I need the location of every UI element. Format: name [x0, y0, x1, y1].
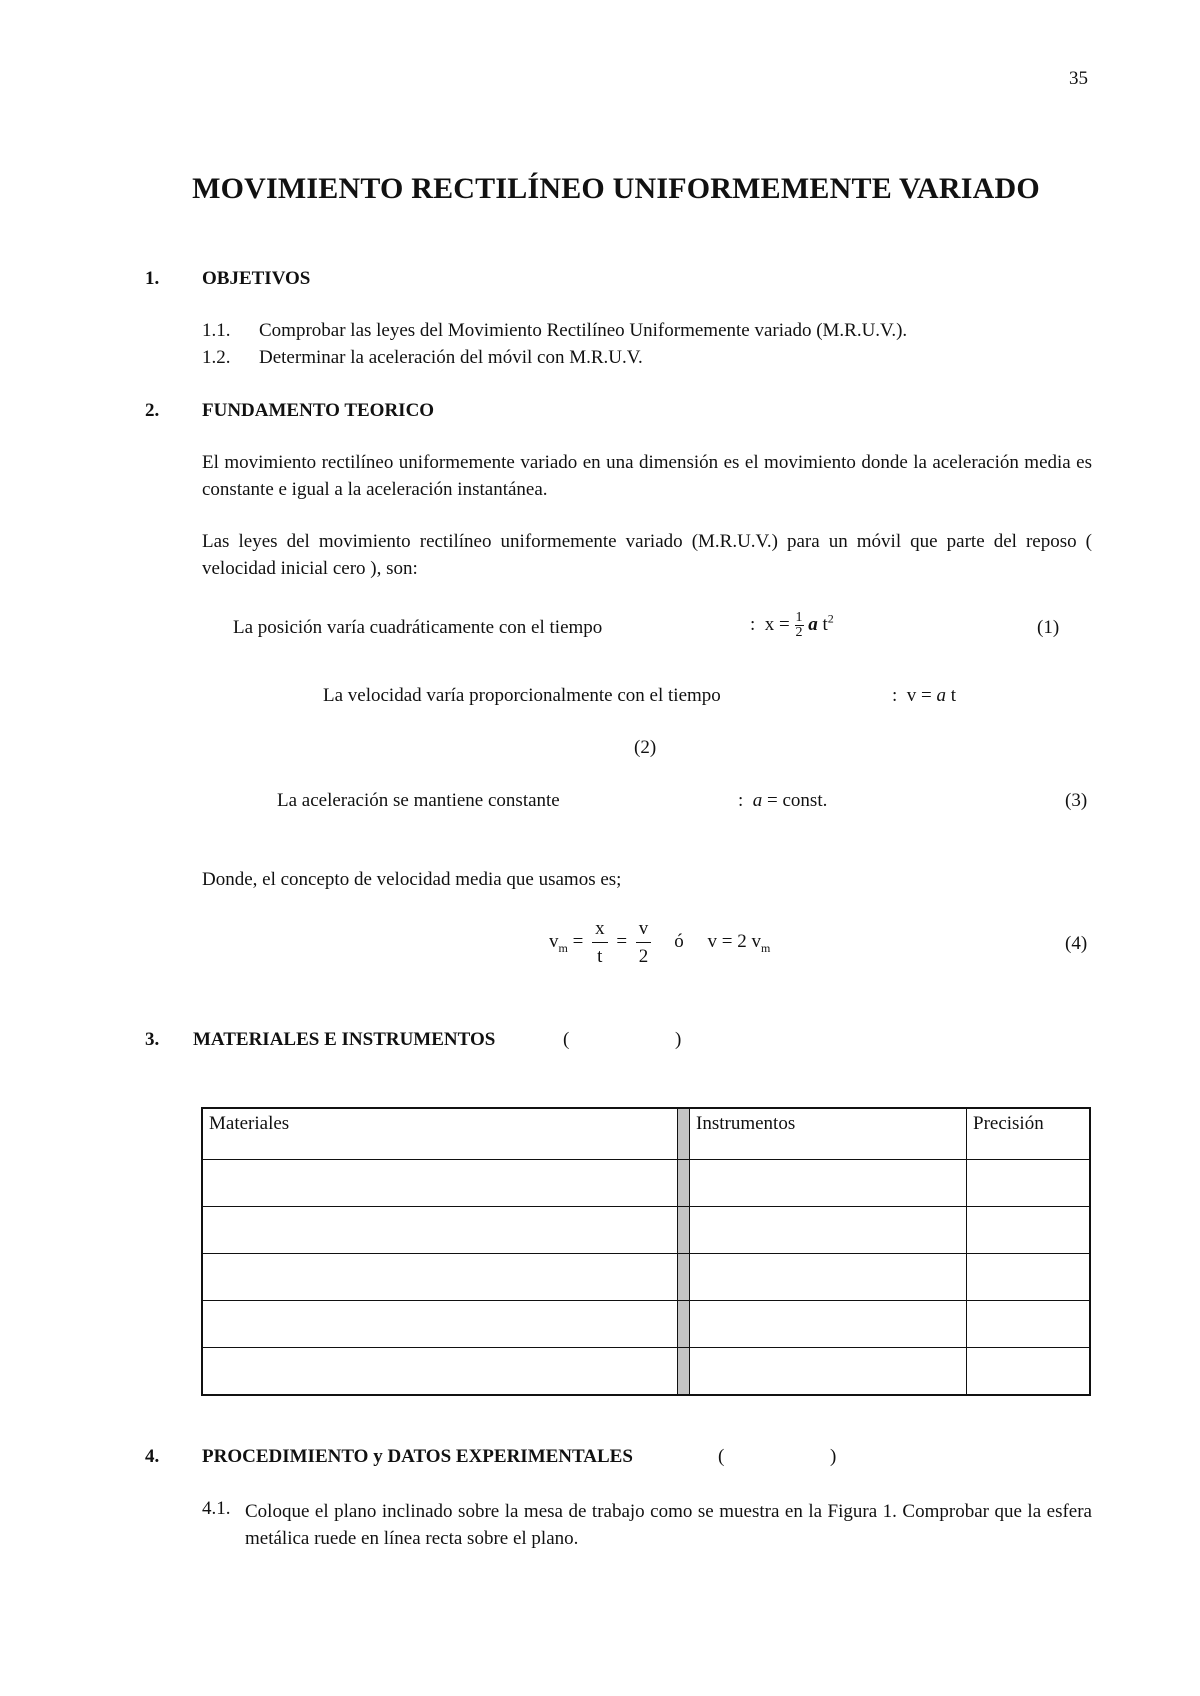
eq4-frac2-num: v — [636, 918, 652, 943]
law-1-separator: : — [750, 613, 756, 635]
section-3-paren-open: ( — [563, 1029, 570, 1050]
section-2-number: 2. — [145, 400, 160, 421]
header-materiales: Materiales — [202, 1108, 678, 1160]
law-1-formula — [750, 611, 834, 640]
equation-4-number: (4) — [1065, 933, 1088, 954]
materials-table — [201, 1107, 1091, 1396]
table-cell[interactable] — [690, 1348, 967, 1396]
column-separator — [678, 1301, 690, 1348]
law-1-time: t — [822, 613, 828, 635]
theory-paragraph-1: El movimiento rectilíneo uniformemente variado en una dimensión es el movimiento donde la aceleración media es constante e igual a la aceleración instantánea. — [202, 452, 1092, 500]
law-1-frac-den: 2 — [795, 625, 803, 640]
law-3-accel-var: a — [752, 790, 763, 811]
table-cell[interactable] — [202, 1348, 678, 1396]
law-2-equation-number: (2) — [634, 737, 657, 758]
equation-4 — [549, 918, 770, 968]
law-1-lhs: x = — [764, 613, 790, 635]
table-row — [202, 1301, 1090, 1348]
objective-2-text: Determinar la aceleración del móvil con M.R.U.V. — [259, 347, 643, 368]
table-cell[interactable] — [202, 1160, 678, 1207]
eq4-equals-1: = — [572, 931, 584, 953]
law-3-equation-number: (3) — [1065, 790, 1088, 811]
law-3-rhs: = const. — [767, 790, 828, 811]
theory-paragraph-2: Las leyes del movimiento rectilíneo uniformemente variado (M.R.U.V.) para un móvil que parte del reposo ( velocidad inicial cero ), son: — [202, 531, 1092, 579]
table-cell[interactable] — [690, 1207, 967, 1254]
objective-1-text: Comprobar las leyes del Movimiento Rectilíneo Uniformemente variado (M.R.U.V.). — [259, 320, 908, 341]
law-2-time: t — [950, 685, 957, 706]
law-2-formula — [892, 685, 956, 707]
column-separator — [678, 1108, 690, 1160]
eq4-equals-2: = — [616, 931, 628, 953]
section-2-heading: FUNDAMENTO TEORICO — [202, 400, 435, 421]
table-cell[interactable] — [967, 1348, 1091, 1396]
table-row — [202, 1160, 1090, 1207]
eq4-frac1-num: x — [592, 918, 608, 943]
eq4-frac2-den: 2 — [638, 945, 649, 967]
eq4-v-equals: v = 2 $v_m$ — [707, 931, 771, 955]
table-cell[interactable] — [202, 1301, 678, 1348]
table-row — [202, 1348, 1090, 1396]
column-separator — [678, 1160, 690, 1207]
law-1-accel-var: a — [808, 613, 818, 635]
page-title: MOVIMIENTO RECTILÍNEO UNIFORMEMENTE VARIADO — [192, 172, 1040, 205]
law-3-separator: : — [738, 790, 744, 811]
table-cell[interactable] — [202, 1254, 678, 1301]
table-cell[interactable] — [690, 1301, 967, 1348]
law-2-text: La velocidad varía proporcionalmente con el tiempo — [323, 685, 721, 706]
section-3-number: 3. — [145, 1029, 160, 1050]
header-precision: Precisión — [967, 1108, 1091, 1160]
objective-2-number: 1.2. — [202, 347, 231, 368]
column-separator — [678, 1254, 690, 1301]
law-1-equation-number: (1) — [1037, 617, 1060, 638]
table-header-row — [202, 1108, 1090, 1160]
column-separator — [678, 1207, 690, 1254]
section-3-heading: MATERIALES E INSTRUMENTOS — [193, 1029, 496, 1050]
page-number: 35 — [1069, 68, 1088, 89]
section-4-paren-open: ( — [718, 1446, 725, 1467]
section-1-number: 1. — [145, 268, 160, 289]
table-cell[interactable] — [690, 1160, 967, 1207]
table-cell[interactable] — [967, 1254, 1091, 1301]
law-1-exponent: 2 — [827, 611, 834, 626]
table-cell[interactable] — [967, 1160, 1091, 1207]
table-row — [202, 1207, 1090, 1254]
table-cell[interactable] — [202, 1207, 678, 1254]
law-2-lhs: v = — [906, 685, 932, 706]
eq4-fraction-2 — [636, 918, 652, 968]
table-row — [202, 1254, 1090, 1301]
law-1-fraction — [795, 611, 804, 640]
table-cell[interactable] — [967, 1207, 1091, 1254]
section-1-heading: OBJETIVOS — [202, 268, 311, 289]
header-instrumentos: Instrumentos — [690, 1108, 967, 1160]
law-1-text: La posición varía cuadráticamente con el tiempo — [233, 617, 603, 638]
section-4-paren-close: ) — [830, 1446, 837, 1467]
law-2-separator: : — [892, 685, 898, 706]
step-4-1-number: 4.1. — [202, 1498, 231, 1519]
table-cell[interactable] — [967, 1301, 1091, 1348]
table-cell[interactable] — [690, 1254, 967, 1301]
eq4-vm: $v_m$ — [549, 931, 568, 955]
column-separator — [678, 1348, 690, 1396]
theory-paragraph-3: Donde, el concepto de velocidad media que usamos es; — [202, 869, 622, 890]
law-1-frac-num: 1 — [795, 610, 803, 625]
objective-1-number: 1.1. — [202, 320, 231, 341]
section-4-heading: PROCEDIMIENTO y DATOS EXPERIMENTALES — [202, 1446, 633, 1467]
law-3-formula — [738, 790, 827, 812]
eq4-or: ó — [674, 931, 684, 953]
section-4-number: 4. — [145, 1446, 160, 1467]
law-3-text: La aceleración se mantiene constante — [277, 790, 560, 811]
law-2-accel-var: a — [936, 685, 946, 706]
eq4-frac1-den: t — [597, 945, 603, 967]
section-3-paren-close: ) — [675, 1029, 682, 1050]
eq4-fraction-1 — [592, 918, 608, 968]
step-4-1-text: Coloque el plano inclinado sobre la mesa de trabajo como se muestra en la Figura 1. Comprobar que la esfera metálica ruede en línea recta sobre el plano. — [245, 1501, 1092, 1549]
